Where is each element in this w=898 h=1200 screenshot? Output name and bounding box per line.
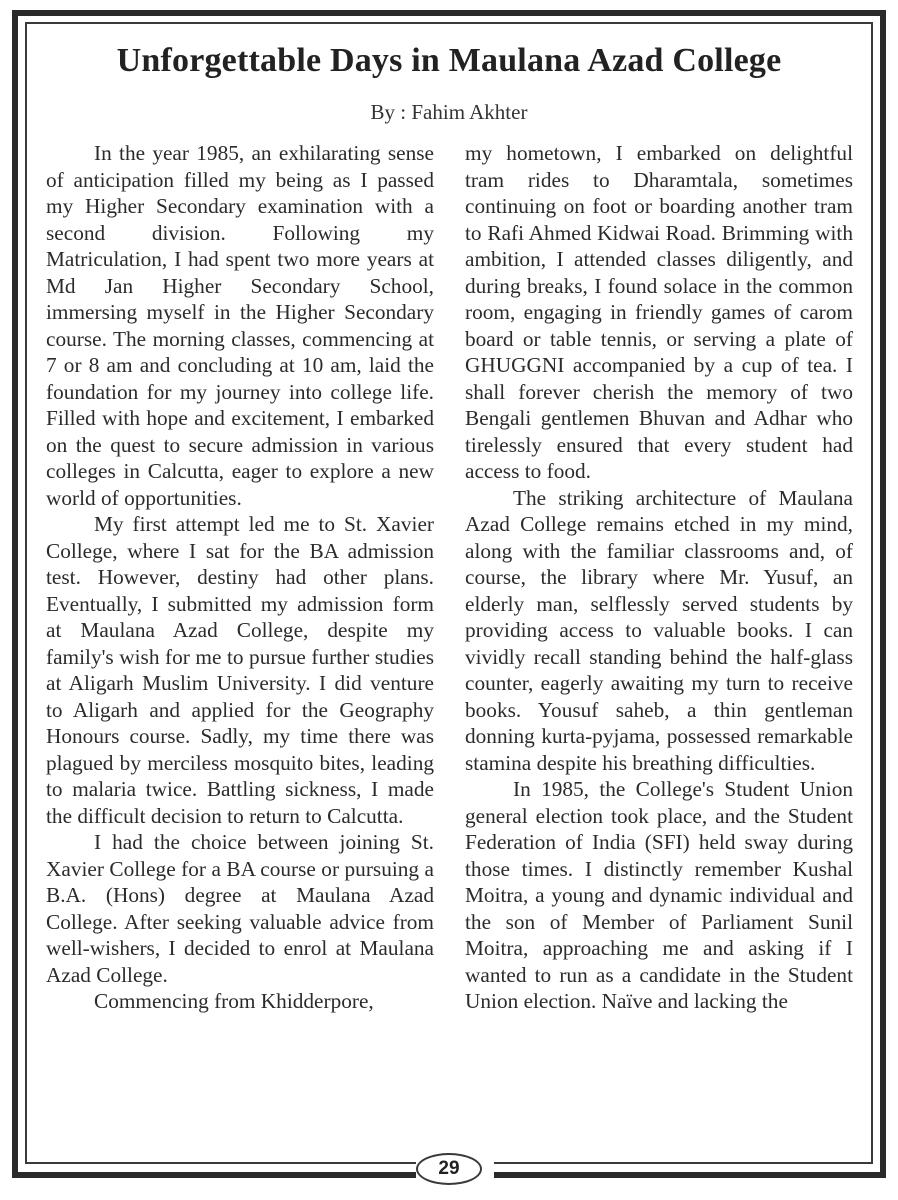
paragraph: Commencing from Khidderpore, — [94, 989, 374, 1013]
article-title: Unforgettable Days in Maulana Azad College — [116, 42, 782, 79]
bottom-rule-left-thick — [12, 1172, 416, 1178]
paragraph: In 1985, the College's Student Union general election took place, and the Student Federation of India (SFI) held sway during those times. I distinctly remember Kushal Moitra, a young and dynamic individual and the son of Member of Parliament Sunil Moitra, approaching me and asking if I wanted to run as a candidate in the Student Union election. Naïve and lacking the — [465, 777, 853, 1013]
right-column — [465, 140, 853, 1015]
paragraph: My first attempt led me to St. Xavier College, where I sat for the BA admission test. However, destiny had other plans. Eventually, I submitted my admission form at Maulana Azad College, despite my family's wish for me to pursue further studies at Aligarh Muslim University. I did venture to Aligarh and applied for the Geography Honours course. Sadly, my time there was plagued by merciless mosquito bites, leading to malaria twice. Battling sickness, I made the difficult decision to return to Calcutta. — [46, 512, 434, 828]
article-byline: By : Fahim Akhter — [370, 100, 528, 124]
bottom-rule-right-thick — [494, 1172, 886, 1178]
bottom-rule-right-thin — [494, 1162, 873, 1164]
paragraph: In the year 1985, an exhilarating sense of anticipation filled my being as I passed my Higher Secondary examination with a second division. Following my Matriculation, I had spent two more years at Md Jan Higher Secondary School, immersing myself in the Higher Secondary course. The morning classes, commencing at 7 or 8 am and concluding at 10 am, laid the foundation for my journey into college life. Filled with hope and excitement, I embarked on the quest to secure admission in various colleges in Calcutta, eager to explore a new world of opportunities. — [46, 141, 434, 510]
bottom-rule-left-thin — [25, 1162, 416, 1164]
paragraph: I had the choice between joining St. Xavier College for a BA course or pursuing a B.A. (Hons) degree at Maulana Azad College. After seeking valuable advice from well-wishers, I decided to enrol at Maulana Azad College. — [46, 830, 434, 987]
paragraph-continued: my hometown, I embarked on delightful tram rides to Dharamtala, sometimes continuing on foot or boarding another tram to Rafi Ahmed Kidwai Road. Brimming with ambition, I attended classes diligently, and during breaks, I found solace in the common room, engaging in friendly games of carom board or table tennis, or serving a plate of GHUGGNI accompanied by a cup of tea. I shall forever cherish the memory of two Bengali gentlemen Bhuvan and Adhar who tirelessly ensured that every student had access to food. — [465, 141, 853, 483]
page-number: 29 — [416, 1153, 482, 1185]
left-column — [46, 140, 434, 1015]
paragraph: The striking architecture of Maulana Azad College remains etched in my mind, along with the familiar classrooms and, of course, the library where Mr. Yusuf, an elderly man, selflessly served students by providing access to valuable books. I can vividly recall standing behind the half-glass counter, eagerly awaiting my turn to receive books. Yousuf saheb, a thin gentleman donning kurta-pyjama, possessed remarkable stamina despite his breathing difficulties. — [465, 485, 853, 775]
